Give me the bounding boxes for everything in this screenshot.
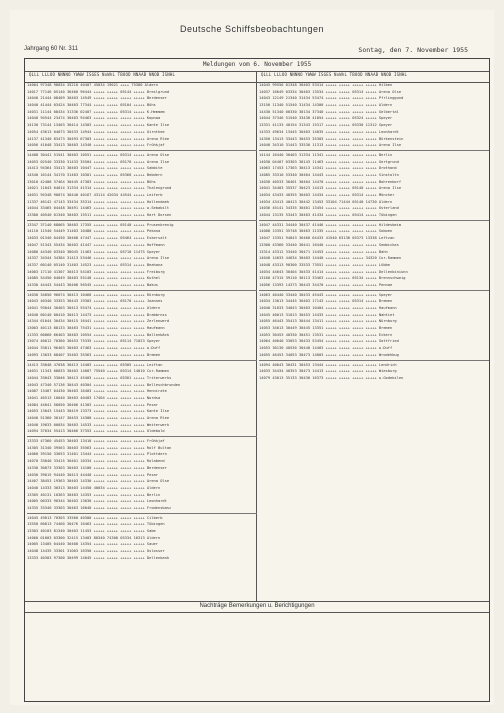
observation-row: 14079 43013 35133 30430 16373 +++++ +++++ +++++ +++++ w.Godebilen: [259, 375, 404, 380]
group-separator: [27, 220, 257, 221]
observation-row: 14047 13351 94843 36460 04433 41540 63130 05373 13338 Leftzan: [259, 236, 395, 241]
group-separator: [259, 290, 489, 291]
observation-row: 14045 40013 31013 30453 14433 +++++ +++++ +++++ +++++ Nahtiet: [259, 312, 395, 317]
observation-row: 14041 46513 10040 30403 40403 17404 +++++ +++++ +++++ Nordsa: [27, 395, 161, 400]
column-header-left: QLLL LLLOO NNNNO YWWW ISGES NoWhL TBOOD NNAAB NNOB ISNHL: [29, 72, 176, 77]
observation-row: 14047 51343 55434 30403 41447 +++++ +++++ +++++ +++++ Hoffmann: [27, 242, 165, 247]
observation-row: 14034 44643 30404 30433 41414 +++++ +++++ +++++ +++++ Dellenbiniunn: [259, 269, 408, 274]
observation-row: 14034 43413 40413 30442 13453 33104 71444 05140 14730 Aldern: [259, 199, 393, 204]
observation-row: 14080 44340 03340 38045 11463 +++++ +++++ 05710 11475 Speyer: [27, 249, 161, 254]
observation-row: 14037 16649 03334 30403 13534 +++++ +++++ 05314 +++++ Arena Olse: [259, 89, 402, 94]
observation-row: 14094 40043 30431 30453 13444 +++++ +++++ +++++ +++++ Lendrich: [259, 362, 397, 367]
observation-row: 14430 51340 00330 30134 37340 +++++ +++++ +++++ +++++ Gelbertal: [259, 109, 399, 114]
observation-row: 14063 17453 17303 30413 14341 +++++ +++++ +++++ +++++ Drothond: [259, 166, 397, 171]
observation-row: 14144 16440 30403 31334 11341 +++++ +++++ +++++ +++++ Berlin: [259, 152, 393, 157]
issue-label: Jahrgang 60 Nr. 311: [24, 46, 78, 52]
observation-row: 14031 11343 08033 30403 14087 75540 +++++ 05314 14010 Cur.Rammen: [27, 369, 170, 374]
observation-row: 14085 33310 53340 30404 14443 +++++ +++++ +++++ +++++ Sinstoltn: [259, 172, 399, 177]
observation-row: 14036 45141 34335 30401 13454 +++++ +++++ +++++ +++++ Osterland: [259, 206, 399, 211]
observation-row: 11333 60060 66403 30403 10554 +++++ +++++ +++++ +++++ Ballenbäck: [27, 332, 170, 337]
observation-row: 13333 40303 97300 30499 14045 +++++ +++++ +++++ +++++ Dellenbank: [27, 555, 170, 560]
observation-row: 14034 43433 40355 30403 14434 +++++ +++++ 05314 +++++ Müncher: [259, 193, 395, 197]
observations-table: [24, 58, 490, 702]
observation-row: 14040 19033 00034 30403 14533 +++++ +++++ +++++ +++++ Weiterwerk: [27, 422, 170, 427]
observation-row: 14053 30130 40530 30440 14403 +++++ +++++ +++++ +++++ w.Duff: [259, 346, 393, 351]
observation-row: 14005 00333 90344 30403 13030 +++++ +++++ +++++ +++++ Leonhardt: [27, 499, 167, 504]
form-sheet: [10, 10, 494, 705]
observation-row: 14044 33465 04448 30491 14463 +++++ +++++ +++++ +++++ w.Sebabilt: [27, 206, 170, 211]
observation-row: 14004 97348 98034 35210 40407 45034 19021 ++++ 75380 Aldern: [27, 83, 158, 87]
observation-row: 14040 14033 44634 30403 14440 +++++ +++++ +++++ 34320 Cur.Rammen: [259, 256, 402, 261]
observation-row: 14053 13043 15443 30419 13373 +++++ +++++ +++++ +++++ Kante Ilse: [27, 409, 170, 414]
observation-row: 14060 39150 33653 31401 13444 +++++ +++++ +++++ +++++ Plottdern: [27, 452, 167, 457]
observation-row: 14045 99556 01348 30403 53414 +++++ +++++ +++++ +++++ Hilben: [259, 83, 393, 87]
observation-row: 14413 94364 33413 30403 10447 +++++ +++++ +++++ +++++ Sabbite: [27, 166, 163, 171]
observation-row: 14040 31033 34043 30403 10404 +++++ +++++ +++++ +++++ Haufmann: [259, 306, 397, 310]
observation-row: 14408 30441 51541 30403 10551 +++++ +++++ 05314 +++++ Arena Olse: [27, 152, 170, 157]
observation-row: 14344 61044 30434 30415 16441 +++++ +++++ +++++ +++++ Zerlenwerd: [27, 319, 170, 324]
observation-row: 14030 04407 03303 30143 11463 +++++ +++++ +++++ +++++ Gertgrund: [259, 159, 399, 164]
observation-row: 14130 73144 13403 30414 14303 +++++ +++++ +++++ +++++ Kante Ilse: [27, 123, 170, 128]
column-header-right: QLLL LLLOO NNNNO YWWW ISGES NoWhL TBOOD NNAAB NNOB ISNHL: [261, 72, 408, 77]
reports-date: Meldungen vom 6. November 1955: [202, 61, 312, 68]
observation-row: 14017 77146 05140 36460 96444 +++++ +++++ 05144 +++++ Breslgrund: [27, 89, 170, 94]
observation-row: 14044 33043 33046 30413 45403 +++++ +++++ 05301 +++++ Triterwerks: [27, 375, 172, 380]
observation-row: 14041 93044 30403 30413 55474 +++++ +++++ +++++ +++++ Aldern: [27, 306, 161, 310]
notes-divider: [25, 601, 489, 602]
observation-row: 13314 43312 33440 30471 14453 +++++ +++++ +++++ +++++ Bahn: [259, 249, 388, 254]
observation-row: 14094 37034 55413 30466 37353 +++++ +++++ +++++ +++++ Oldebold: [27, 429, 165, 434]
observation-row: 14040 41444 03424 30403 77344 +++++ +++++ 05104 +++++ Bühs: [27, 103, 156, 108]
observation-row: 14043 12149 21340 31434 53474 +++++ +++++ +++++ +++++ Pfrlinggund: [259, 96, 404, 101]
observation-row: 13331 41133 40154 31343 15317 +++++ +++++ 05330 11312 Speyer: [259, 123, 393, 128]
observation-row: 14040 14333 30313 30403 14450 40034 +++++ +++++ +++++ Aldern: [27, 485, 161, 490]
observation-row: 13010 42408 37464 30445 47303 +++++ +++++ +++++ +++++ Bühs: [27, 179, 156, 184]
group-separator: [27, 290, 257, 291]
observation-row: 14084 44041 56050 30406 41303 +++++ +++++ +++++ +++++ Pezar: [27, 402, 158, 407]
observation-row: 13333 47360 45453 30403 13410 +++++ +++++ +++++ +++++ Frühkjaf: [27, 439, 165, 444]
group-separator: [259, 220, 489, 221]
notes-divider: [25, 612, 489, 613]
observation-row: 14047 44331 34440 30437 41446 +++++ +++++ +++++ +++++ Hildesbeim: [259, 222, 402, 227]
observation-row: 13150 11340 51540 31434 14300 +++++ +++++ +++++ +++++ Aldern: [259, 103, 393, 108]
observation-row: 13550 60013 74460 30476 16463 +++++ +++++ +++++ +++++ Tübingen: [27, 522, 165, 527]
observation-row: 14540 16144 34170 31403 10301 +++++ +++++ 05360 +++++ Bebdern: [27, 172, 163, 177]
observation-row: 14040 94544 23474 30403 94463 +++++ +++++ +++++ +++++ Kopnaa: [27, 116, 161, 121]
observation-row: 13300 43360 33440 30441 16440 +++++ +++++ +++++ +++++ Sembickes: [259, 242, 399, 247]
observation-row: 14044 33011 96403 30403 47463 +++++ +++++ +++++ +++++ w.Duff: [27, 346, 161, 351]
observation-row: 14041 34403 35537 30423 14413 +++++ +++++ 05140 +++++ Arena Ilse: [259, 186, 402, 191]
observation-row: 14030 39015 94440 30413 44440 +++++ +++++ +++++ +++++ Pezar: [27, 472, 158, 477]
observation-row: 13300 40540 01340 30403 15511 +++++ +++++ +++++ +++++ Hart Dorsen: [27, 213, 172, 218]
observation-row: 14330 44443 54443 30408 56545 +++++ +++++ +++++ +++++ Bakus: [27, 282, 158, 287]
observation-row: 14064 40040 33053 30433 53454 +++++ +++++ +++++ +++++ Gottfried: [259, 339, 399, 344]
left-column: [27, 82, 257, 561]
observation-row: 14048 14435 33301 31003 16350 +++++ +++++ +++++ +++++ Oslosser: [27, 549, 165, 554]
observation-row: 14043 40340 33353 30443 19303 +++++ +++++ 05170 +++++ Joannes: [27, 299, 163, 304]
observation-row: 14021 11043 04014 31334 41314 +++++ +++++ +++++ +++++ Thalengrund: [27, 186, 172, 191]
observation-row: 14053 30453 40330 30451 13531 +++++ +++++ +++++ +++++ Eckern: [259, 332, 393, 337]
observation-row: 13305 40131 10363 30403 14353 +++++ +++++ +++++ +++++ Berlin: [27, 492, 161, 497]
observation-row: 14044 13135 53443 30403 41434 +++++ +++++ 05414 +++++ Tübingen: [259, 213, 397, 218]
observation-row: 14330 30073 33303 30403 14100 +++++ +++++ +++++ +++++ Berdenser: [27, 465, 167, 470]
notes-label: Nachträge Bemerkungen u. Berichtigungen: [199, 603, 315, 609]
observation-row: 14030 40533 30401 30404 14470 +++++ +++++ +++++ +++++ Bohrenborf: [259, 179, 402, 184]
group-separator: [259, 360, 489, 361]
observation-row: 14085 54450 04049 30403 55140 +++++ +++++ +++++ +++++ Kuthel: [27, 276, 161, 281]
observation-row: 14003 17110 41307 30413 54103 +++++ +++++ +++++ +++++ Freiburg: [27, 269, 165, 274]
observation-row: 14087 13407 04430 30403 16403 +++++ +++++ +++++ +++++ Hennirate: [27, 389, 167, 394]
observation-row: 14048 43313 90300 33533 73551 +++++ +++++ +++++ +++++ Lübbe: [259, 262, 390, 267]
observation-row: 14056 13393 14373 30443 34470 +++++ +++++ +++++ +++++ Pennae: [259, 282, 393, 287]
observation-row: 14350 13413 33443 30453 35303 +++++ +++++ +++++ +++++ Bürkenstein: [259, 136, 404, 141]
observation-row: 14337 60140 05140 31403 14523 +++++ +++++ 05314 +++++ Beahana: [27, 262, 163, 267]
page-title: Deutsche Schiffsbeobachtungen: [180, 24, 324, 34]
observation-row: 14333 49634 13445 30403 14035 +++++ +++++ +++++ +++++ Leonhardt: [259, 129, 399, 134]
observation-row: 14043 47340 57136 30443 40304 +++++ +++++ +++++ +++++ Belleschbrunden: [27, 382, 181, 387]
observation-row: 14008 13351 35748 30463 11335 +++++ +++++ +++++ +++++ Soboen: [259, 229, 393, 234]
observation-row: 14335 33340 33303 30463 16040 +++++ +++++ +++++ +++++ Frodensbasc: [27, 505, 172, 510]
observation-row: 14040 60140 00410 30413 14473 +++++ +++++ +++++ +++++ Brabbrnss: [27, 312, 167, 317]
group-separator: [27, 513, 257, 514]
observation-row: 14413 33048 47038 30413 14403 +++++ +++++ 05305 +++++ Leiftan: [27, 362, 163, 367]
observation-row: 13347 37140 68065 30403 17355 +++++ +++++ 05140 +++++ Prusenbrenig: [27, 222, 174, 227]
observation-row: 14031 94348 90074 30440 40167 43114 42034 44544 +++++ Leiferb: [27, 193, 163, 197]
issue-date: Sontag, den 7. November 1955: [358, 46, 468, 54]
observation-row: 14093 13033 08407 35403 35363 +++++ +++++ +++++ +++++ Bremen: [27, 352, 161, 357]
observation-row: 14034 13013 34445 30403 17143 +++++ +++++ 05314 +++++ Bremen: [259, 299, 393, 304]
observation-row: 14031 11144 08434 31336 02407 +++++ +++++ 05314 +++++ K.Hemmem: [27, 109, 165, 114]
observation-row: 14407 38453 19363 30403 14330 +++++ +++++ +++++ +++++ Arena Olse: [27, 479, 170, 484]
group-separator: [27, 360, 257, 361]
observation-row: 14054 43613 04073 30433 14944 +++++ +++++ +++++ +++++ Uirnthee: [27, 129, 165, 134]
observation-row: 14044 37346 51540 33430 41054 +++++ +++++ 05324 +++++ Speyer: [259, 116, 393, 121]
observation-row: 13160 47315 39110 30113 33463 +++++ +++++ 05134 +++++ Brennschweig: [259, 276, 406, 281]
group-separator: [27, 150, 257, 151]
observation-row: 14005 13405 04440 30400 14354 +++++ +++++ +++++ +++++ Sauer: [27, 542, 158, 547]
observation-row: 14033 34434 40353 30473 14413 +++++ +++++ +++++ +++++ Wiesburg: [259, 369, 397, 374]
observation-row: 14053 34013 30449 30445 13351 +++++ +++++ +++++ +++++ Bremen: [259, 326, 393, 331]
group-separator: [259, 150, 489, 151]
observation-row: 14337 34344 34384 31413 53446 +++++ +++++ +++++ +++++ Arena Ilse: [27, 256, 170, 261]
observation-row: 14040 34310 31443 33530 11313 +++++ +++++ +++++ +++++ Arena Ilse: [259, 143, 402, 148]
observation-row: 14060 01003 03300 32415 13403 80340 74300 05334 10313 Aldern: [27, 535, 161, 540]
observation-row: 14030 34050 96074 30413 10460 +++++ +++++ +++++ +++++ Rürnburg: [27, 292, 165, 297]
observation-row: 14070 33040 33415 30401 10334 +++++ +++++ +++++ +++++ Rolabend: [27, 459, 165, 464]
observation-row: 14040 51360 30147 30453 14300 +++++ +++++ +++++ +++++ Arena Rlee: [27, 416, 170, 420]
observation-row: 14056 41048 33413 30403 14340 +++++ +++++ +++++ +++++ Frühkjaf: [27, 143, 165, 148]
observation-row: 13003 40113 88133 30463 75431 +++++ +++++ +++++ +++++ Haufmann: [27, 326, 165, 331]
observation-row: 14033 01340 04450 30408 47447 +++++ +++++ 05464 +++++ Eskersalt: [27, 236, 167, 241]
observation-row: 14063 40440 33440 30433 45443 +++++ +++++ +++++ +++++ Speyer: [259, 292, 393, 297]
observation-row: 14305 31340 39563 30403 35563 +++++ +++++ +++++ +++++ Rolf Bultan: [27, 445, 172, 450]
observation-row: 14137 41340 83473 30493 67303 +++++ +++++ +++++ +++++ Arena Rlee: [27, 136, 170, 141]
observation-row: 13074 40012 70380 30453 75335 +++++ +++++ 05114 71023 Speyer: [27, 339, 161, 344]
observation-row: 14040 21444 08409 30403 14549 +++++ +++++ +++++ +++++ Berdenser: [27, 96, 167, 101]
group-separator: [27, 436, 257, 437]
observation-row: 14053 02540 33330 31433 35504 +++++ +++++ 05170 +++++ Arena Ilse: [27, 159, 170, 164]
observation-row: 14045 49013 70303 33560 40300 +++++ +++++ +++++ +++++ Cilberb: [27, 515, 163, 520]
observation-row: 14055 46443 35413 30444 13411 +++++ +++++ +++++ +++++ Nürnburg: [259, 319, 397, 324]
observation-row: 11337 46142 47143 33434 35314 +++++ +++++ +++++ +++++ Hollendaek: [27, 199, 170, 204]
right-column: [259, 82, 489, 382]
observation-row: 14110 11540 54449 31403 10480 +++++ +++++ +++++ +++++ Pekana: [27, 229, 161, 234]
observation-row: 13303 40103 81340 30403 11453 +++++ +++++ +++++ +++++ Sabe: [27, 529, 156, 533]
observation-row: 14055 46453 34053 30473 14003 +++++ +++++ +++++ +++++ Wrodehbug: [259, 352, 399, 357]
